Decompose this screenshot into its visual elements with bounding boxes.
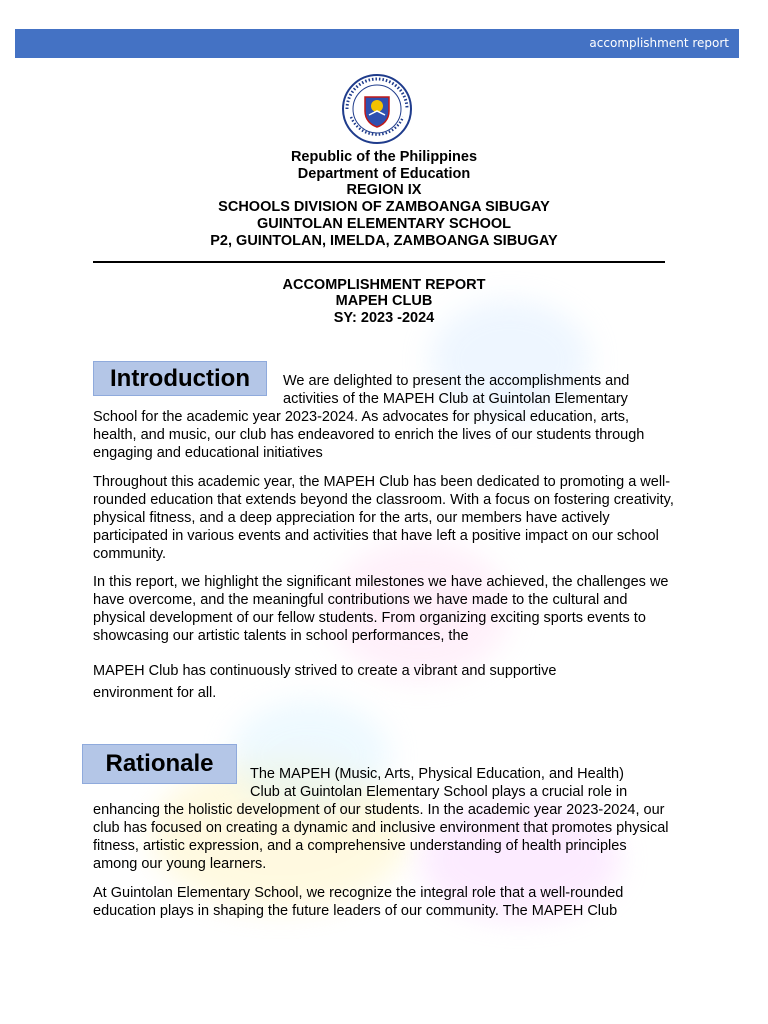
rationale-heading: Rationale	[82, 744, 237, 784]
intro-p1-line2: activities of the MAPEH Club at Guintolan Elementary	[283, 391, 628, 407]
letterhead-line: SCHOOLS DIVISION OF ZAMBOANGA SIBUGAY	[218, 199, 550, 216]
introduction-heading: Introduction	[93, 361, 267, 396]
intro-paragraph-3: In this report, we highlight the significant milestones we have achieved, the challenges we have overcome, and the meaningful contributions we have made to the cultural and physical development of our fellow students. From organizing exciting sports events to showcasing our artistic talents in school performances, the	[93, 574, 669, 644]
report-school-year: SY: 2023 -2024	[333, 309, 435, 326]
report-title: ACCOMPLISHMENT REPORT	[282, 277, 486, 293]
divider	[93, 261, 665, 263]
rationale-p1-line1: The MAPEH (Music, Arts, Physical Education, and Health)	[250, 766, 624, 782]
intro-p1-line1: We are delighted to present the accomplishments and	[283, 373, 630, 389]
letterhead-line: GUINTOLAN ELEMENTARY SCHOOL	[256, 215, 512, 232]
intro-paragraph-2: Throughout this academic year, the MAPEH Club has been dedicated to promoting a well-rounded education that extends beyond the classroom. With a focus on fostering creativity, physical fitness, and a deep appreciation for the arts, our members have actively participated in various events and activities that have left a positive impact on our school community.	[93, 474, 674, 562]
intro-paragraph-4: MAPEH Club has continuously strived to create a vibrant and supportive environment for all.	[93, 663, 557, 701]
rationale-paragraph-1: enhancing the holistic development of our students. In the academic year 2023-2024, our club has focused on creating a dynamic and inclusive environment that promotes physical fitness, artistic expression, and a comprehensive understanding of health principles among our young learners.	[93, 802, 669, 872]
letterhead-line: Department of Education	[297, 165, 471, 182]
deped-seal-icon	[341, 73, 413, 145]
letterhead	[0, 149, 768, 249]
header-bar-label: accomplishment report	[589, 36, 729, 50]
report-title-block	[0, 277, 768, 326]
letterhead-line: REGION IX	[346, 182, 422, 199]
letterhead-line: Republic of the Philippines	[290, 149, 478, 165]
rationale-p1-line2: Club at Guintolan Elementary School plays a crucial role in	[250, 784, 628, 800]
letterhead-line: P2, GUINTOLAN, IMELDA, ZAMBOANGA SIBUGAY	[210, 232, 558, 249]
report-club: MAPEH CLUB	[335, 293, 433, 310]
rationale-paragraph-2: At Guintolan Elementary School, we recognize the integral role that a well-rounded education plays in shaping the future leaders of our community. The MAPEH Club	[93, 885, 624, 919]
header-bar	[15, 29, 739, 58]
intro-paragraph-1: School for the academic year 2023-2024. As advocates for physical education, arts, health, and music, our club has endeavored to enrich the lives of our students through engaging and educational initiatives	[93, 409, 645, 461]
